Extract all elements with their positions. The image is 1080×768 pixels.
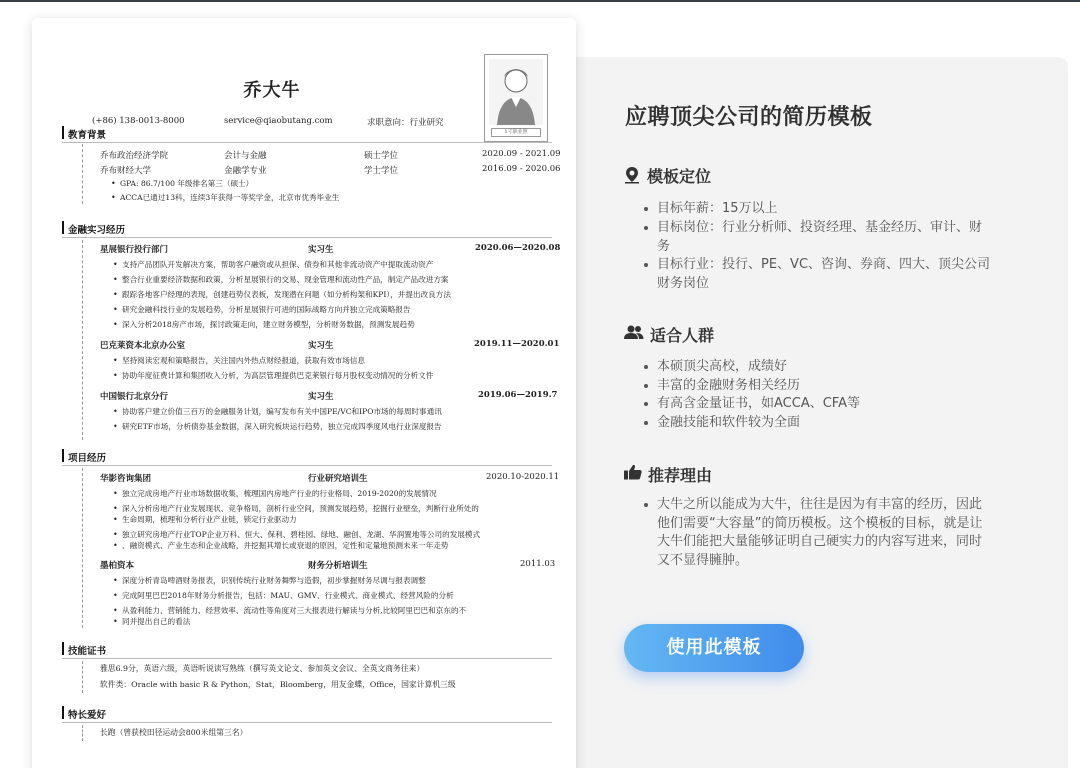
project-bullet: • 深入分析房地产行业发展现状、竞争格局，剖析行业空间，预测发展趋势，挖掘行业壁垒，判断行业所处的	[122, 503, 479, 514]
target-user-item: 有高含金量证书，如ACCA、CFA等	[657, 395, 992, 414]
divider	[62, 658, 552, 659]
target-user-item: 本硕顶尖高校，成绩好	[657, 358, 992, 377]
reason-item: 大牛之所以能成为大牛，往往是因为有丰富的经历，因此他们需要“大容量”的简历模板。这个模板的目标，就是让大牛们能把大量能够证明自己硬实力的内容写进来，同时又不显得臃肿。	[657, 496, 992, 570]
section-education-title: 教育背景	[68, 130, 107, 141]
project-date: 2020.10-2020.11	[486, 472, 560, 482]
edu-school: 乔布政治经济学院	[100, 151, 169, 161]
divider	[62, 722, 552, 723]
skill-line: 雅思6.9分，英语六级，英语听说读写熟练（撰写英文论文、参加英文会议、全英文商务往来）	[100, 664, 425, 673]
section-marker	[62, 221, 64, 234]
timeline-line	[82, 240, 83, 440]
edu-date: 2016.09 - 2020.06	[482, 164, 561, 174]
resume-intent: 求职意向：行业研究	[367, 118, 444, 128]
project-bullet: • 独立完成房地产行业市场数据收集，梳理国内房地产行业的行业格局、2019-2020的发展情况	[122, 488, 437, 499]
project-bullet-continued: • 、融资模式、产业生态和企业战略，并挖掘其增长或衰退的原因，定性和定量地预测未来一年走势	[122, 540, 449, 551]
thumbs-up-icon	[624, 464, 640, 480]
project-bullet: • 深度分析青岛啤酒财务报表，识别传统行业财务舞弊与造假，初步掌握财务尽调与报表调整	[122, 575, 426, 586]
resume-email: service@qiaobutang.com	[224, 116, 333, 126]
edu-degree: 学士学位	[364, 166, 399, 176]
section-hobbies-title: 特长爱好	[68, 710, 107, 721]
edu-bullet: • ACCA已通过13科，连续3年获得一等奖学金，北京市优秀毕业生	[120, 192, 339, 203]
job-role: 实习生	[308, 341, 334, 351]
timeline-line	[82, 725, 83, 741]
edu-major: 会计与金融	[224, 151, 267, 161]
project-bullet: • 完成阿里巴巴2018年财务分析报告，包括：MAU、GMV、行业模式、商业模式、经营风险的分析	[122, 590, 454, 601]
job-date: 2019.11—2020.01	[474, 339, 560, 349]
project-bullet: • 从盈利能力、营销能力、经营效率、流动性等角度对三大报表进行解读与分析,比较阿里巴巴和京东的不	[122, 605, 466, 616]
top-border	[0, 0, 1080, 2]
location-pin-icon	[624, 166, 640, 182]
timeline-line	[82, 661, 83, 693]
section-marker	[62, 126, 64, 139]
target-user-item: 金融技能和软件较为全面	[657, 414, 992, 433]
project-org: 华影咨询集团	[100, 474, 152, 484]
project-bullet-continued: • 同并提出自己的看法	[122, 616, 190, 627]
job-org: 中国银行北京分行	[100, 392, 169, 402]
positioning-item: 目标年薪：15万以上	[657, 200, 992, 219]
edu-school: 乔布财经大学	[100, 166, 152, 176]
project-bullet: • 独立研究房地产行业TOP企业万科、恒大、保利、碧桂园、绿地、融创、龙湖、华润置地等公司的发展模式	[122, 529, 480, 540]
hobby-line: 长跑（曾获校田径运动会800米组第三名）	[100, 728, 248, 737]
edu-date: 2020.09 - 2021.09	[482, 149, 561, 159]
section-projects-title: 项目经历	[68, 453, 107, 464]
target-user-item: 丰富的金融财务相关经历	[657, 377, 992, 396]
job-date: 2020.06—2020.08	[475, 243, 561, 253]
resume-photo	[484, 54, 548, 142]
edu-major: 金融学专业	[224, 166, 267, 176]
job-bullet: • 研究金融科技行业的发展趋势，分析星展银行可进的国际战略方向并独立完成策略报告	[122, 304, 411, 315]
positioning-item: 目标行业：投行、PE、VC、咨询、券商、四大、顶尖公司财务岗位	[657, 256, 992, 293]
section-internship-title: 金融实习经历	[68, 225, 126, 236]
section-heading-target-users: 适合人群	[650, 326, 715, 345]
project-bullet-continued: • 生命周期，梳理和分析行业产业链，锁定行业驱动力	[122, 514, 297, 525]
resume-phone: (+86) 138-0013-8000	[92, 116, 185, 126]
project-org: 墨柏资本	[100, 561, 135, 571]
section-marker	[62, 642, 64, 655]
edu-degree: 硕士学位	[364, 151, 399, 161]
job-org: 星展银行投行部门	[100, 245, 169, 255]
job-org: 巴克莱资本北京办公室	[100, 341, 186, 351]
job-role: 实习生	[308, 245, 334, 255]
job-bullet: • 整合行业重要经济数据和政策，分析星展银行的交易、现金管理和流动性产品，制定产品改进方案	[122, 274, 449, 285]
photo-caption: 1寸职业照	[491, 128, 541, 137]
timeline-line	[82, 468, 83, 628]
job-bullet: • 深入分析2018房产市场，探讨政策走向，建立财务模型，分析财务数据，预测发展趋势	[122, 319, 415, 330]
job-date: 2019.06—2019.7	[478, 390, 558, 400]
section-heading-positioning: 模板定位	[647, 167, 712, 186]
project-role: 行业研究培训生	[308, 474, 368, 484]
section-skills-title: 技能证书	[68, 646, 107, 657]
divider	[62, 465, 552, 466]
job-bullet: • 坚持阅读宏观和策略报告，关注国内外热点财经报道，获取有效市场信息	[122, 355, 365, 366]
job-bullet: • 跟踪各地客户经理的表现，创建趋势仪表板，发现潜在问题（如分析构架和KPI），并提出改良方法	[122, 289, 451, 300]
section-heading-reasons: 推荐理由	[648, 466, 713, 485]
users-icon	[624, 324, 640, 340]
job-bullet: • 支持产品团队开发解决方案，帮助客户融资或从担保、债券和其他非流动资产中提取流动资产	[122, 259, 433, 270]
panel-title: 应聘顶尖公司的简历模板	[625, 105, 873, 130]
resume-preview[interactable]	[32, 18, 576, 768]
project-role: 财务分析培训生	[308, 561, 368, 571]
job-role: 实习生	[308, 392, 334, 402]
positioning-item: 目标岗位：行业分析师、投资经理、基金经历、审计、财务	[657, 219, 992, 256]
divider	[62, 237, 552, 238]
job-bullet: • 研究ETF市场，分析债券基金数据，深入研究板块运行趋势，独立完成四季度风电行业深度报告	[122, 421, 442, 432]
avatar	[489, 59, 543, 125]
edu-bullet: • GPA: 86.7/100 年级排名第三（硕士）	[120, 178, 253, 189]
job-bullet: • 协助年度征费计算和集团收入分析，为高层管理提供巴克莱银行每月股权变动情况的分析文件	[122, 370, 433, 381]
resume-name: 乔大牛	[243, 80, 301, 101]
divider	[62, 142, 552, 143]
skill-line: 软件类：Oracle with basic R & Python，Stat，Bloomberg，用友金蝶，Office，国家计算机三级	[100, 680, 456, 689]
section-marker	[62, 449, 64, 462]
use-template-button[interactable]: 使用此模板	[624, 624, 804, 672]
job-bullet: • 协助客户建立价值三百万的金融服务计划，编写发布有关中国PE/VC和IPO市场的每周时事通讯	[122, 406, 442, 417]
section-marker	[62, 706, 64, 719]
project-date: 2011.03	[520, 559, 556, 569]
timeline-line	[82, 144, 83, 204]
